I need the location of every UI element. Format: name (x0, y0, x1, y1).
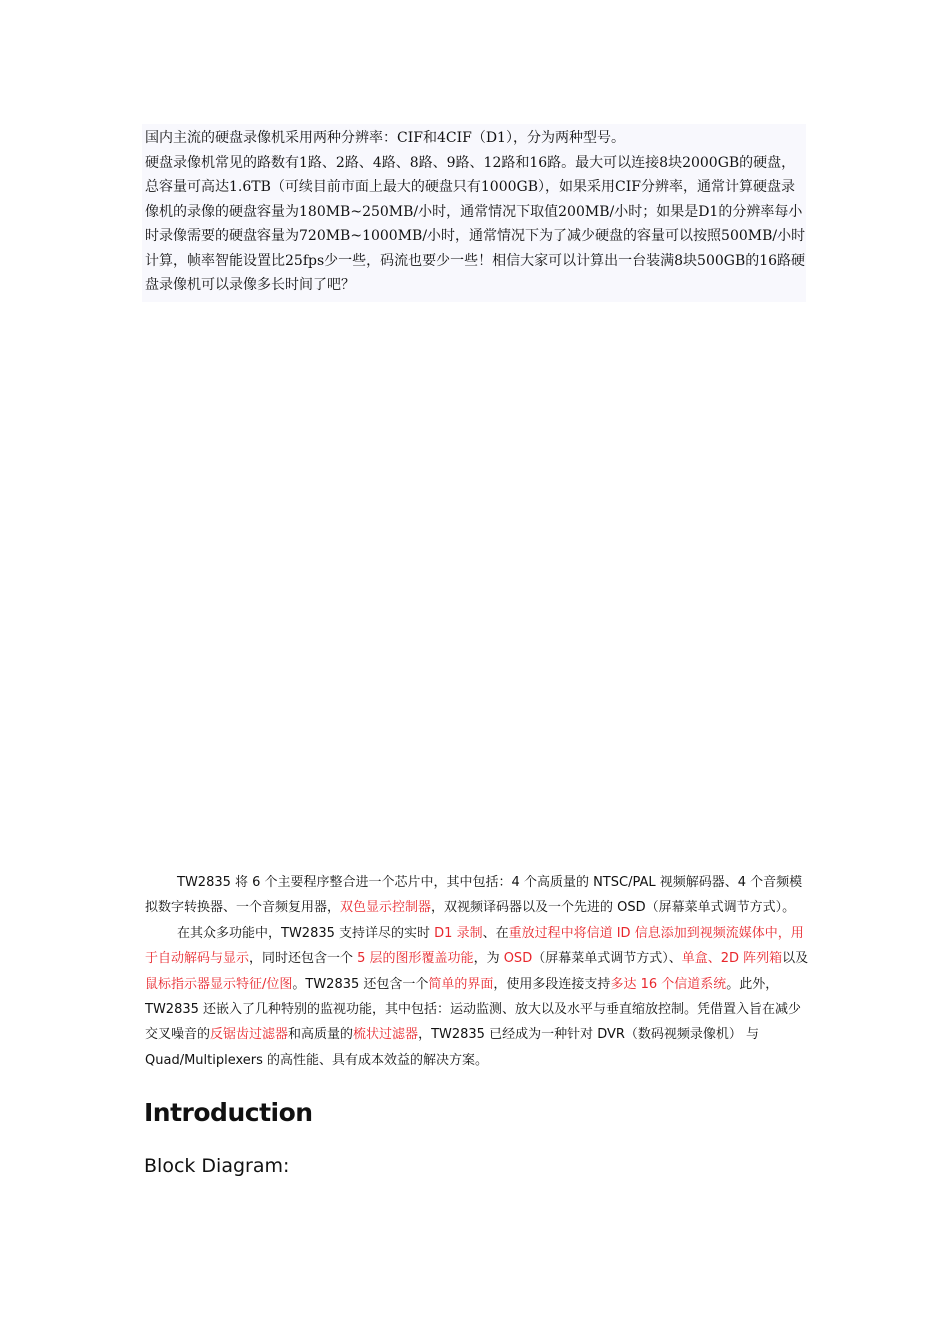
text-run: 和高质量的 (288, 1027, 354, 1043)
tw2835-description (145, 870, 809, 1073)
dvr-resolution-block (142, 124, 806, 302)
text-run: 在其众多功能中，TW2835 支持详尽的实时 (177, 925, 435, 941)
highlighted-text: 双色显示控制器 (340, 900, 432, 916)
dvr-paragraph-2: 硬盘录像机常见的路数有1路、2路、4路、8路、9路、12路和16路。最大可以连接8块2000GB的硬盘，总容量可高达1.6TB（可续目前市面上最大的硬盘只有1000GB），如果采用CIF分辨率，通常计算硬盘录像机的录像的硬盘容量为180MB~250MB/小时，通常情况下取值200MB/小时；如果是D1的分辨率每小时录像需要的硬盘容量为720MB~1000MB/小时，通常情况下为了减少硬盘的容量可以按照500MB/小时计算，帧率智能设置比25fps少一些，码流也要少一些！相信大家可以计算出一台装满8块500GB的16路硬盘录像机可以录像多长时间了吧？ (145, 154, 806, 293)
dvr-paragraph-1: 国内主流的硬盘录像机采用两种分辨率：CIF和4CIF（D1），分为两种型号。 (145, 130, 625, 146)
text-run: ，TW2835 已经成为一种针对 DVR（数码视频录像机） 与 Quad/Multiplexers 的高性能、具有成本效益的解决方案。 (145, 1027, 760, 1068)
highlighted-text: 简单的界面 (428, 976, 494, 992)
tw2835-paragraph-2 (145, 921, 809, 1073)
highlighted-text: 多达 16 个信道系统 (610, 976, 727, 992)
text-run: 以及 (782, 951, 809, 967)
highlighted-text: D1 录制 (434, 925, 483, 941)
text-run: 。此外，TW2835 还嵌入了几种特别的监视功能，其中包括：运动监测、放大以及水平与垂直缩放控制。凭借置入旨在减少交叉噪音的 (145, 976, 802, 1043)
introduction-heading: Introduction (144, 1098, 313, 1127)
highlighted-text: 单盒、2D 阵列箱 (681, 951, 783, 967)
text-run: 、在 (482, 925, 509, 941)
text-run: ，双视频译码器以及一个先进的 OSD（屏幕菜单式调节方式）。 (431, 900, 796, 916)
text-run: ，使用多段连接支持 (493, 976, 611, 992)
text-run: TW2835 将 6 个主要程序整合进一个芯片中，其中包括：4 个高质量的 NTSC/PAL 视频解码器、4 个音频模拟数字转换器、一个音频复用器， (145, 875, 803, 916)
text-run: ，同时还包含一个 (249, 951, 358, 967)
highlighted-text: 重放过程中将信道 ID 信息添加到视频流媒体中，用于自动解码与显示 (145, 925, 804, 967)
text-run: （屏幕菜单式调节方式）、 (532, 951, 682, 967)
highlighted-text: OSD (503, 951, 533, 967)
highlighted-text: 梳状过滤器 (353, 1027, 419, 1043)
highlighted-text: 5 层的图形覆盖功能 (357, 951, 474, 967)
block-diagram-heading: Block Diagram: (144, 1155, 290, 1177)
highlighted-text: 反锯齿过滤器 (210, 1027, 289, 1043)
tw2835-paragraph-1 (145, 870, 809, 921)
text-run: ，为 (473, 951, 504, 967)
text-run: 。TW2835 还包含一个 (292, 976, 429, 992)
highlighted-text: 鼠标指示器显示特征/位图 (145, 976, 293, 992)
